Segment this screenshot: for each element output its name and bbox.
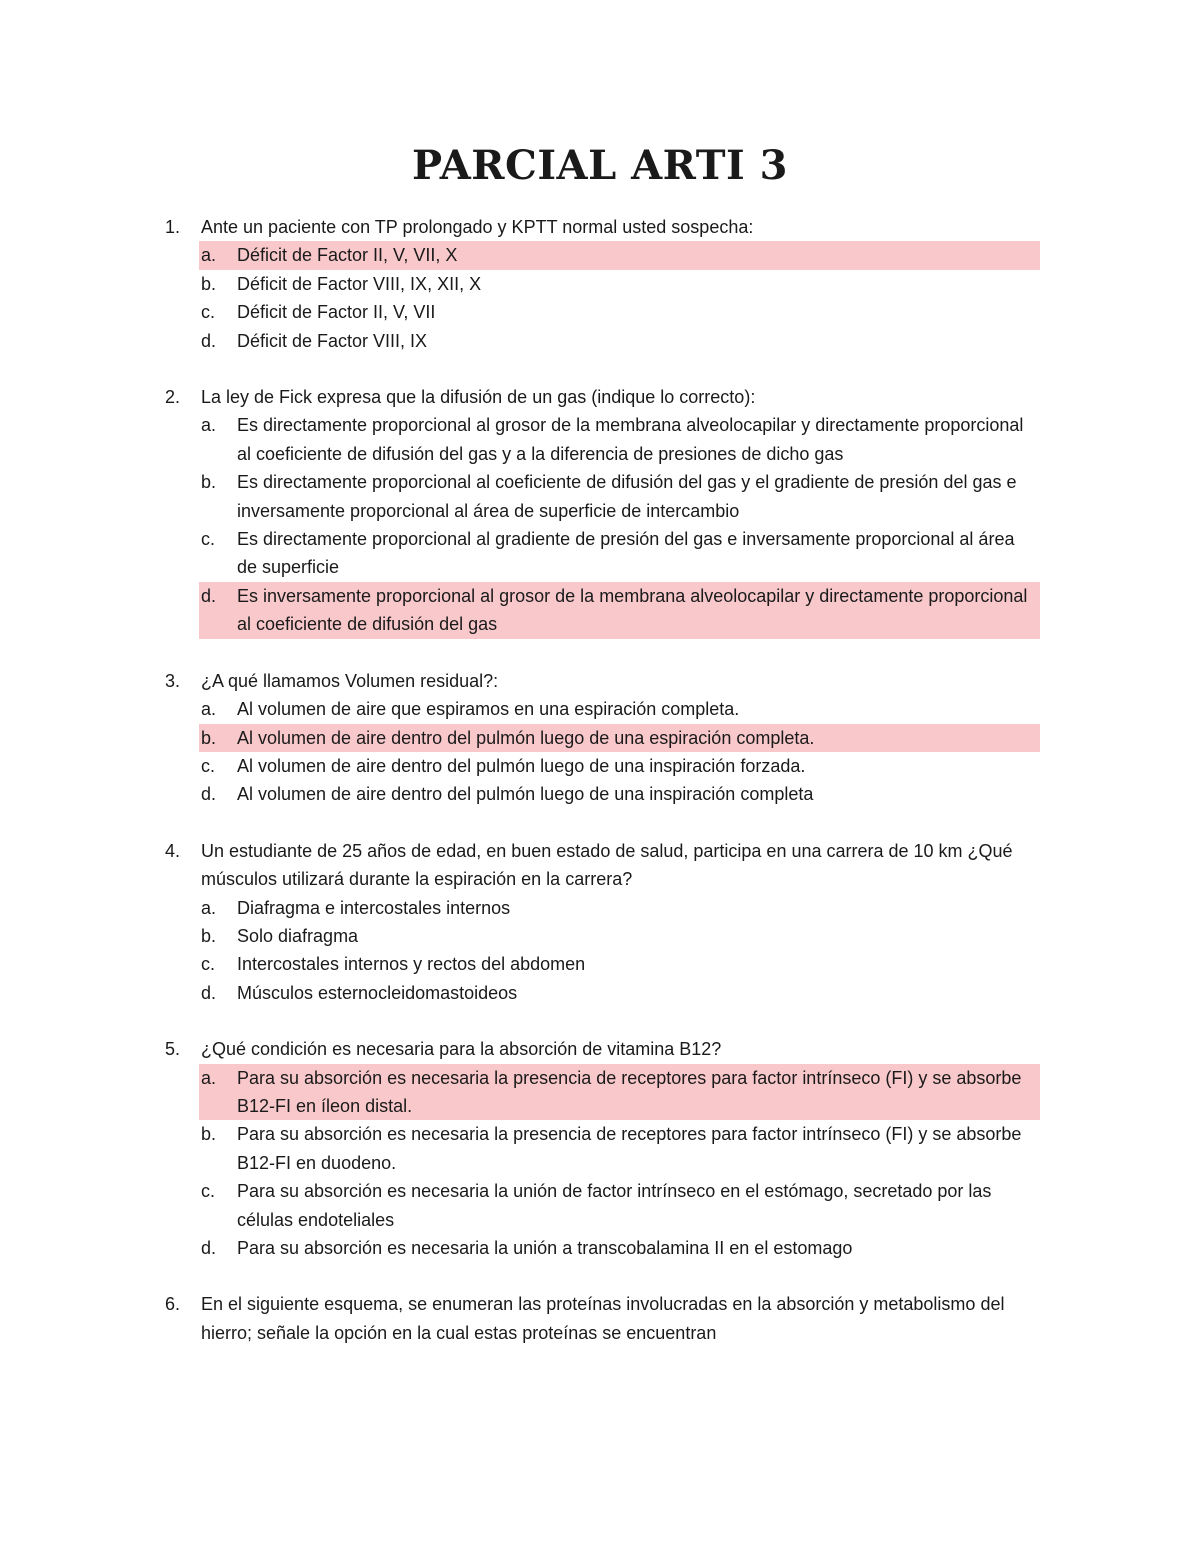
option-text: Intercostales internos y rectos del abdomen xyxy=(237,954,586,975)
question-stem xyxy=(165,837,1040,894)
answer-options xyxy=(165,1064,1040,1263)
answer-option xyxy=(199,327,1040,355)
answer-option-highlighted xyxy=(199,724,1040,752)
question-item xyxy=(165,837,1040,1007)
option-text: Al volumen de aire que espiramos en una espiración completa. xyxy=(237,699,740,720)
option-letter: c. xyxy=(201,755,216,776)
answer-option xyxy=(199,1234,1040,1262)
answer-option xyxy=(199,979,1040,1007)
option-text: Déficit de Factor II, V, VII xyxy=(237,302,436,323)
option-text: Para su absorción es necesaria la unión de factor intrínseco en el estómago, secretado por las células endoteliales xyxy=(237,1181,992,1230)
question-number: 2. xyxy=(165,387,181,408)
question-stem xyxy=(165,667,1040,695)
option-letter: d. xyxy=(201,330,217,351)
option-letter: c. xyxy=(201,529,216,550)
question-stem xyxy=(165,383,1040,411)
answer-options xyxy=(165,695,1040,809)
question-item xyxy=(165,213,1040,355)
option-letter: c. xyxy=(201,302,216,323)
option-text: Es directamente proporcional al grosor de la membrana alveolocapilar y directamente proporcional al coeficiente de difusión del gas y a la diferencia de presiones de dicho gas xyxy=(237,415,1024,464)
option-text: Al volumen de aire dentro del pulmón luego de una inspiración forzada. xyxy=(237,755,806,776)
question-item xyxy=(165,667,1040,809)
option-letter: b. xyxy=(201,472,217,493)
option-letter: d. xyxy=(201,1238,217,1258)
option-text: Músculos esternocleidomastoideos xyxy=(237,982,518,1003)
question-text: La ley de Fick expresa que la difusión de un gas (indique lo correcto): xyxy=(201,387,756,408)
option-letter: d. xyxy=(201,784,217,805)
question-text: En el siguiente esquema, se enumeran las proteínas involucradas en la absorción y metabolismo del hierro; señale la opción en la cual estas proteínas se encuentran xyxy=(201,1294,1005,1343)
answer-option xyxy=(199,411,1040,468)
question-text: ¿Qué condición es necesaria para la absorción de vitamina B12? xyxy=(201,1039,722,1060)
answer-options xyxy=(165,894,1040,1008)
question-number: 1. xyxy=(165,217,181,237)
option-letter: a. xyxy=(201,415,217,436)
question-stem xyxy=(165,1035,1040,1063)
option-text: Al volumen de aire dentro del pulmón luego de una inspiración completa xyxy=(237,784,814,805)
question-item xyxy=(165,383,1040,639)
option-text: Es directamente proporcional al coeficiente de difusión del gas y el gradiente de presión del gas e inversamente proporcional al área de superficie de intercambio xyxy=(237,472,1017,521)
option-letter: b. xyxy=(201,273,217,294)
answer-option-highlighted xyxy=(199,241,1040,269)
option-text: Para su absorción es necesaria la presencia de receptores para factor intrínseco (FI) y se absorbe B12-FI en íleon distal. xyxy=(237,1067,1022,1116)
option-text: Solo diafragma xyxy=(237,925,359,946)
option-letter: c. xyxy=(201,1181,216,1202)
question-stem xyxy=(165,1290,1040,1347)
answer-option xyxy=(199,1177,1040,1234)
answer-option-highlighted xyxy=(199,582,1040,639)
question-list xyxy=(165,213,1040,1375)
option-text: Al volumen de aire dentro del pulmón luego de una espiración completa. xyxy=(237,727,815,748)
answer-options xyxy=(165,241,1040,355)
option-letter: b. xyxy=(201,1124,217,1145)
answer-option xyxy=(199,894,1040,922)
answer-option xyxy=(199,298,1040,326)
question-stem xyxy=(165,213,1040,241)
option-letter: b. xyxy=(201,925,217,946)
question-text: ¿A qué llamamos Volumen residual?: xyxy=(201,670,499,691)
option-text: Déficit de Factor II, V, VII, X xyxy=(237,245,458,266)
option-text: Déficit de Factor VIII, IX, XII, X xyxy=(237,273,482,294)
option-text: Diafragma e intercostales internos xyxy=(237,897,511,918)
option-letter: d. xyxy=(201,982,217,1003)
answer-option xyxy=(199,752,1040,780)
question-text: Un estudiante de 25 años de edad, en buen estado de salud, participa en una carrera de 10 km ¿Qué músculos utilizará durante la espiración en la carrera? xyxy=(201,840,1013,890)
option-letter: a. xyxy=(201,1067,217,1088)
option-letter: d. xyxy=(201,585,217,606)
question-number: 4. xyxy=(165,840,181,861)
option-text: Es inversamente proporcional al grosor de la membrana alveolocapilar y directamente proporcional al coeficiente de difusión del gas xyxy=(237,585,1028,635)
option-text: Es directamente proporcional al gradiente de presión del gas e inversamente proporcional al área de superficie xyxy=(237,529,1015,578)
question-text: Ante un paciente con TP prolongado y KPTT normal usted sospecha: xyxy=(201,217,754,237)
option-text: Déficit de Factor VIII, IX xyxy=(237,330,428,351)
option-letter: c. xyxy=(201,954,216,975)
option-letter: a. xyxy=(201,699,217,720)
answer-option xyxy=(199,1120,1040,1177)
answer-option xyxy=(199,468,1040,525)
question-number: 3. xyxy=(165,670,181,691)
answer-options xyxy=(165,411,1040,638)
option-letter: a. xyxy=(201,897,217,918)
answer-option xyxy=(199,922,1040,950)
question-number: 6. xyxy=(165,1294,181,1315)
answer-option xyxy=(199,270,1040,298)
answer-option xyxy=(199,525,1040,582)
answer-option xyxy=(199,780,1040,808)
question-item xyxy=(165,1035,1040,1262)
answer-option xyxy=(199,950,1040,978)
question-number: 5. xyxy=(165,1039,181,1060)
answer-option xyxy=(199,695,1040,723)
option-text: Para su absorción es necesaria la unión a transcobalamina II en el estomago xyxy=(237,1238,853,1258)
question-item xyxy=(165,1290,1040,1347)
option-letter: b. xyxy=(201,727,217,748)
option-text: Para su absorción es necesaria la presencia de receptores para factor intrínseco (FI) y se absorbe B12-FI en duodeno. xyxy=(237,1124,1022,1173)
page-title: PARCIAL ARTI 3 xyxy=(412,142,788,189)
answer-option-highlighted xyxy=(199,1064,1040,1121)
option-letter: a. xyxy=(201,245,217,266)
